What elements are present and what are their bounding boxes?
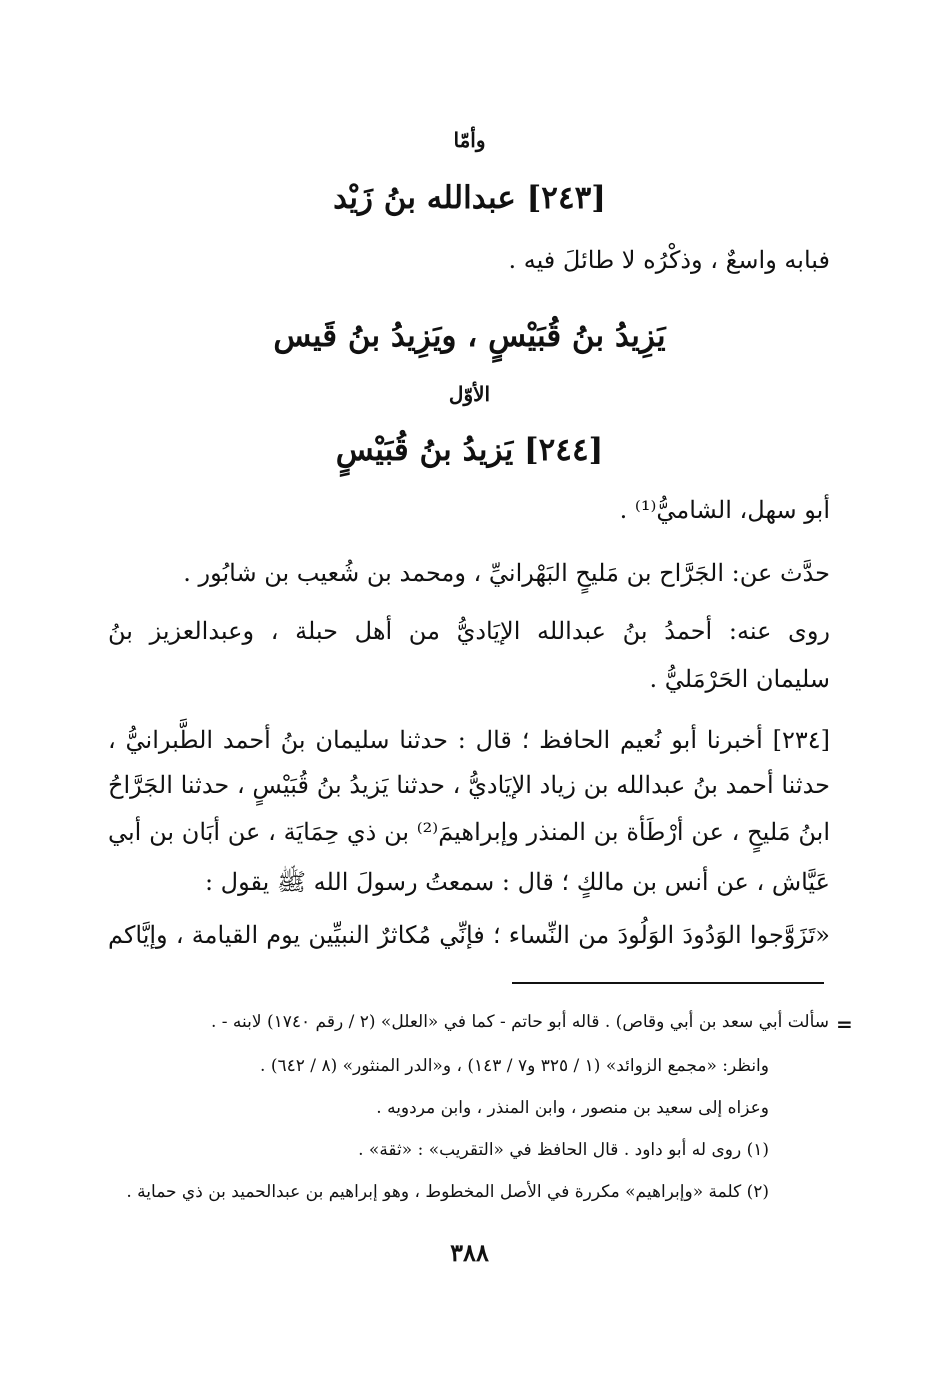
group-heading: يَزِيدُ بنُ قُبَيْسٍ ، ويَزِيدُ بنُ قَيس [273, 318, 666, 354]
bio-line: سليمان الحَرْمَليُّ . [649, 665, 830, 693]
footnote-line: سألت أبي سعد بن أبي وقاص) . قاله أبو حاتم - كما في «العلل» (٢ / رقم ١٧٤٠) لابنه - . [210, 1012, 829, 1032]
entry-243-text: فبابه واسعٌ ، وذكْرُه لا طائلَ فيه . [508, 246, 830, 274]
continuation-mark: = [836, 1012, 853, 1036]
entry-243-title: [٢٤٣] عبدالله بنُ زَيْد [333, 180, 606, 216]
footnote-line: وعزاه إلى سعيد بن منصور ، وابن المنذر ، وابن مردويه . [376, 1098, 769, 1118]
bio-line: أبو سهل، الشاميُّ⁽¹⁾ . [619, 496, 830, 524]
section-intro: وأمّا [453, 128, 486, 152]
hadith-line: عَيَّاش ، عن أنس بن مالكٍ ؛ قال : سمعتُ رسولَ الله ﷺ يقول : [204, 868, 830, 896]
entry-244-title: [٢٤٤] يَزيدُ بنُ قُبَيْسٍ [335, 432, 604, 468]
page-number: ٣٨٨ [450, 1238, 489, 1267]
footnote-1: (١) روى له أبو داود . قال الحافظ في «التقريب» : «ثقة» . [358, 1140, 769, 1160]
hadith-line: «تَزَوَّجوا الوَدُودَ الوَلُودَ من النِّساء ؛ فإنِّي مُكاثرٌ النبيِّين يوم القيامة ، وإيَّاكم [108, 921, 830, 949]
footnote-2: (٢) كلمة «وإبراهيم» مكررة في الأصل المخطوط ، وهو إبراهيم بن عبدالحميد بن ذي حماية . [126, 1182, 769, 1202]
footnote-line: وانظر: «مجمع الزوائد» (١ / ٣٢٥ و٧ / ١٤٣) ، و«الدر المنثور» (٨ / ٦٤٢) . [260, 1056, 769, 1076]
footnote-divider [512, 982, 824, 984]
hadith-line: ابنُ مَليحٍ ، عن أرْطَأة بن المنذر وإبراهيمَ⁽²⁾ بن ذي حِمَايَة ، عن أبَان بن أبي [108, 818, 831, 846]
hadith-line: حدثنا أحمد بنُ عبدالله بن زياد الإيَاديُّ ، حدثنا يَزيدُ بنُ قُبَيْسٍ ، حدثنا الجَرَّاحُ [108, 771, 830, 799]
bio-line: حدَّث عن: الجَرَّاح بن مَليحٍ البَهْرانيِّ ، ومحمد بن شُعيب بن شابُور . [183, 559, 830, 587]
bio-line: روى عنه: أحمدُ بنُ عبدالله الإيَاديُّ من أهل حبلة ، وعبدالعزيز بنُ [108, 617, 831, 645]
hadith-line: [٢٣٤] أخبرنا أبو نُعيم الحافظ ؛ قال : حدثنا سليمان بنُ أحمد الطَّبرانيُّ ، [108, 726, 830, 754]
first-label: الأوّل [448, 382, 491, 406]
